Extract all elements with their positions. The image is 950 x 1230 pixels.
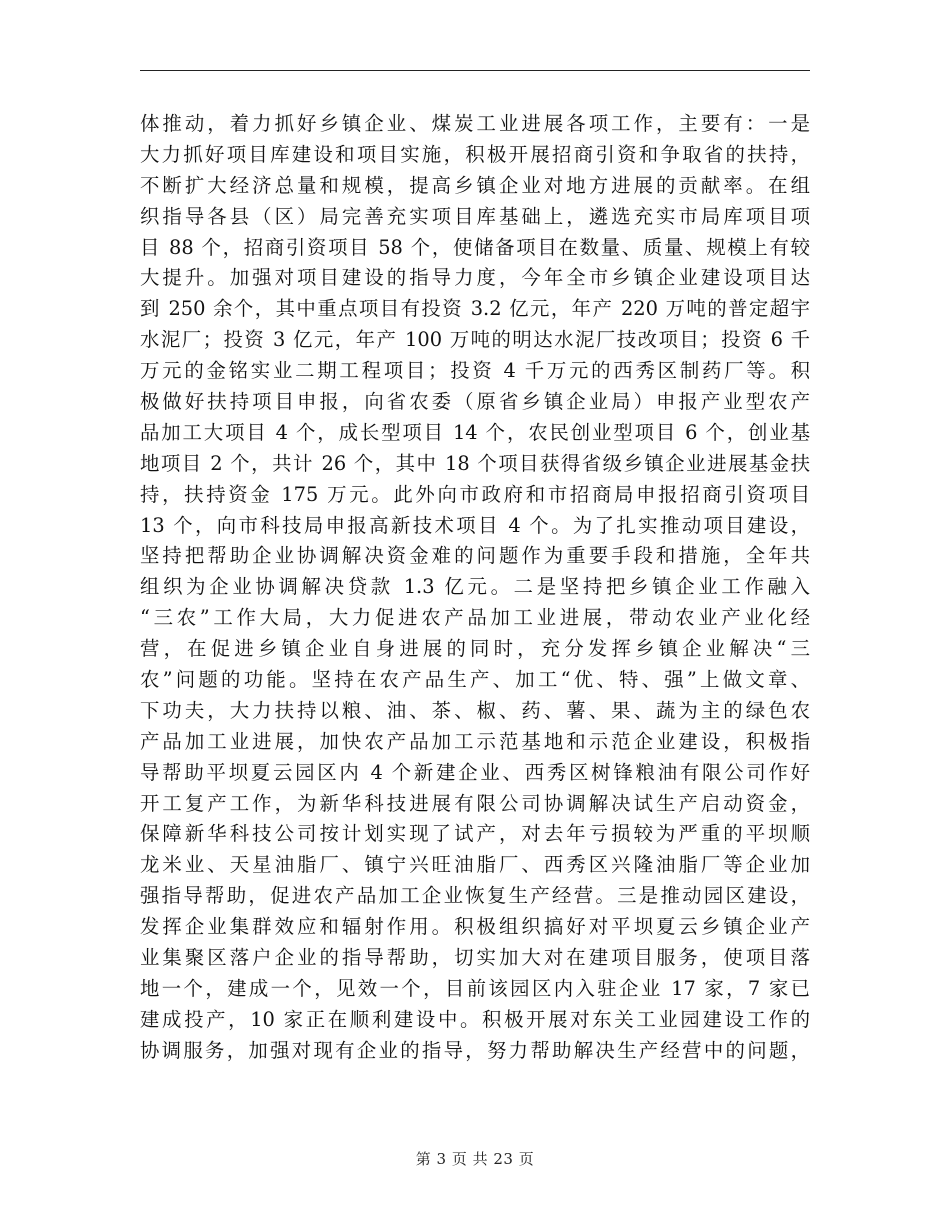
text-line: 发挥企业集群效应和辐射作用。积极组织搞好对平坝夏云乡镇企业产 bbox=[140, 915, 810, 939]
text-line: 目 88 个，招商引资项目 58 个，使储备项目在数量、质量、规模上有较 bbox=[140, 235, 810, 259]
text-line: 下功夫，大力扶持以粮、油、茶、椒、药、薯、果、蔬为主的绿色农 bbox=[140, 698, 810, 722]
page-footer: 第 3 页 共 23 页 bbox=[415, 1150, 535, 1168]
text-line: 体推动，着力抓好乡镇企业、煤炭工业进展各项工作，主要有：一是 bbox=[140, 112, 810, 135]
text-line: 强指导帮助，促进农产品加工企业恢复生产经营。三是推动园区建设， bbox=[140, 884, 810, 908]
text-line: 万元的金铭实业二期工程项目；投资 4 千万元的西秀区制药厂等。积 bbox=[140, 359, 810, 383]
text-line: 业集聚区落户企业的指导帮助，切实加大对在建项目服务，使项目落 bbox=[140, 946, 810, 970]
text-line: 品加工大项目 4 个，成长型项目 14 个，农民创业型项目 6 个，创业基 bbox=[140, 420, 810, 444]
text-line: 13 个，向市科技局申报高新技术项目 4 个。为了扎实推动项目建设， bbox=[140, 513, 810, 537]
body-text bbox=[140, 109, 810, 1067]
text-line: 保障新华科技公司按计划实现了试产，对去年亏损较为严重的平坝顺 bbox=[140, 822, 810, 846]
text-line: 开工复产工作，为新华科技进展有限公司协调解决试生产启动资金， bbox=[140, 791, 810, 815]
text-line: 大提升。加强对项目建设的指导力度，今年全市乡镇企业建设项目达 bbox=[140, 266, 810, 290]
text-line: 地一个，建成一个，见效一个，目前该园区内入驻企业 17 家，7 家已 bbox=[140, 976, 810, 1000]
text-line: 坚持把帮助企业协调解决资金难的问题作为重要手段和措施，全年共 bbox=[140, 544, 810, 568]
text-line: 营，在促进乡镇企业自身进展的同时，充分发挥乡镇企业解决“三 bbox=[140, 637, 810, 661]
text-line: 水泥厂；投资 3 亿元，年产 100 万吨的明达水泥厂技改项目；投资 6 千 bbox=[140, 328, 810, 352]
text-line: 持，扶持资金 175 万元。此外向市政府和市招商局申报招商引资项目 bbox=[140, 482, 810, 506]
text-line: 极做好扶持项目申报，向省农委（原省乡镇企业局）申报产业型农产 bbox=[140, 390, 810, 414]
text-line: 协调服务，加强对现有企业的指导，努力帮助解决生产经营中的问题， bbox=[140, 1038, 810, 1062]
text-line: 产品加工业进展，加快农产品加工示范基地和示范企业建设，积极指 bbox=[140, 729, 810, 753]
text-line: “三农”工作大局，大力促进农产品加工业进展，带动农业产业化经 bbox=[140, 606, 810, 630]
text-line: 建成投产，10 家正在顺利建设中。积极开展对东关工业园建设工作的 bbox=[140, 1007, 810, 1031]
text-line: 导帮助平坝夏云园区内 4 个新建企业、西秀区树锋粮油有限公司作好 bbox=[140, 760, 810, 784]
text-line: 农”问题的功能。坚持在农产品生产、加工“优、特、强”上做文章、 bbox=[140, 668, 810, 692]
text-line: 到 250 余个，其中重点项目有投资 3.2 亿元，年产 220 万吨的普定超宇 bbox=[140, 297, 810, 321]
header-rule bbox=[140, 70, 810, 71]
text-line: 组织为企业协调解决贷款 1.3 亿元。二是坚持把乡镇企业工作融入 bbox=[140, 575, 810, 599]
text-line: 地项目 2 个，共计 26 个，其中 18 个项目获得省级乡镇企业进展基金扶 bbox=[140, 451, 810, 475]
text-line: 不断扩大经济总量和规模，提高乡镇企业对地方进展的贡献率。在组 bbox=[140, 173, 810, 197]
text-line: 织指导各县（区）局完善充实项目库基础上，遴选充实市局库项目项 bbox=[140, 204, 810, 228]
text-line: 龙米业、天星油脂厂、镇宁兴旺油脂厂、西秀区兴隆油脂厂等企业加 bbox=[140, 853, 810, 877]
text-line: 大力抓好项目库建设和项目实施，积极开展招商引资和争取省的扶持， bbox=[140, 142, 810, 166]
